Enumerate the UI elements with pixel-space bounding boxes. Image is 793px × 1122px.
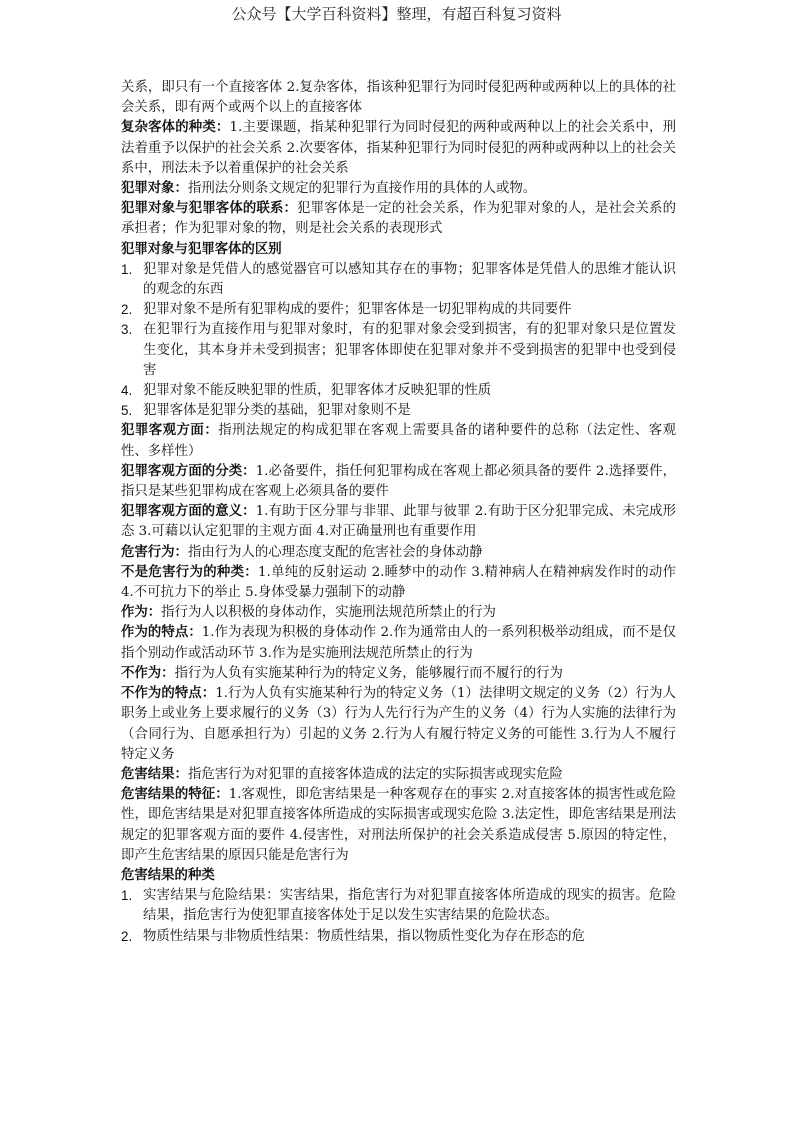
term-label: 不作为的特点： [121, 686, 216, 702]
definition-text: 关系，即只有一个直接客体 2.复杂客体，指该种犯罪行为同时侵犯两种或两种以上的具体的社会关系，即有两个或两个以上的直接客体 [121, 80, 676, 116]
definition-paragraph [121, 765, 676, 785]
list-item-text: 在犯罪行为直接作用与犯罪对象时，有的犯罪对象会受到损害，有的犯罪对象只是位置发生变化，其本身并未受到损害；犯罪客体即使在犯罪对象并不受到损害的犯罪中也受到侵害 [143, 322, 676, 378]
definition-text: 1.作为表现为积极的身体动作 2.作为通常由人的一系列积极举动组成，而不是仅指个别动作或活动环节 3.作为是实施刑法规范所禁止的行为 [121, 625, 676, 661]
term-label: 危害行为： [121, 544, 188, 560]
definition-text: 指由行为人的心理态度支配的危害社会的身体动静 [187, 544, 483, 560]
list-number: 2. [121, 928, 133, 944]
term-label: 不作为： [121, 665, 175, 681]
definition-text: 1.单纯的反射运动 2.睡梦中的动作 3.精神病人在精神病发作时的动作 4.不可抗力下的举止 5.身体受暴力强制下的动静 [121, 564, 677, 601]
definition-text: 指行为人以积极的身体动作，实施刑法规范所禁止的行为 [161, 605, 496, 621]
term-label: 作为的特点： [121, 625, 202, 641]
definition-text: 1.主要课题，指某种犯罪行为同时侵犯的两种或两种以上的社会关系中，刑法着重予以保护的社会关系 2.次要客体，指某种犯罪行为同时侵犯的两种或两种以上的社会关系中，刑法未予以着重保护的社会关系 [121, 120, 677, 176]
term-label: 危害结果： [121, 766, 188, 782]
term-label: 作为： [121, 605, 162, 621]
list-item [121, 320, 676, 381]
section-heading-result-types: 危害结果的种类 [121, 867, 215, 883]
list-number: 4. [121, 383, 133, 399]
definition-paragraph [121, 664, 676, 684]
definition-paragraph [121, 199, 676, 239]
list-item [121, 300, 676, 320]
page-header: 公众号【大学百科资料】整理，有超百科复习资料 [231, 5, 562, 23]
term-label: 犯罪对象： [121, 181, 188, 197]
definition-paragraph [121, 118, 676, 179]
result-types-list [121, 886, 676, 947]
difference-list [121, 260, 676, 422]
list-number: 1. [121, 888, 133, 904]
list-item [121, 401, 676, 421]
list-item-text: 物质性结果与非物质性结果：物质性结果，指以物质性变化为存在形态的危 [143, 928, 585, 944]
term-label: 犯罪客观方面的意义： [121, 504, 256, 520]
definitions-group-1 [121, 78, 676, 240]
list-item-text: 犯罪对象不是所有犯罪构成的要件；犯罪客体是一切犯罪构成的共同要件 [143, 302, 572, 318]
list-item [121, 260, 676, 300]
list-number: 3. [121, 322, 133, 338]
definition-text: 犯罪客体是一定的社会关系，作为犯罪对象的人，是社会关系的承担者；作为犯罪对象的物，则是社会关系的表现形式 [121, 201, 677, 237]
term-label: 复杂客体的种类： [121, 120, 230, 136]
definition-text: 指刑法分则条文规定的犯罪行为直接作用的具体的人或物。 [187, 181, 537, 197]
list-item-text: 犯罪客体是犯罪分类的基础，犯罪对象则不是 [143, 403, 411, 419]
document-body [121, 78, 676, 947]
term-label: 犯罪客观方面： [121, 423, 219, 439]
list-number: 1. [121, 261, 133, 277]
definition-text: 1.行为人负有实施某种行为的特定义务（1）法律明文规定的义务（2）行为人职务上或业务上要求履行的义务（3）行为人先行行为产生的义务（4）行为人实施的法律行为（合同行为、自愿承担行为）引起的义务 2.行为人有履行特定义务的可能性 3.行为人不履行特定义务 [121, 686, 676, 762]
definition-text: 1.必备要件，指任何犯罪构成在客观上都必须具备的要件 2.选择要件，指只是某些犯罪构成在客观上必须具备的要件 [121, 463, 677, 500]
term-label: 不是危害行为的种类： [121, 564, 259, 580]
definition-paragraph [121, 623, 676, 663]
definition-paragraph [121, 785, 676, 866]
term-label: 危害结果的特征： [121, 787, 229, 803]
list-item [121, 927, 676, 947]
definition-paragraph [121, 684, 676, 765]
definition-paragraph [121, 603, 676, 623]
list-item [121, 381, 676, 401]
definition-paragraph [121, 78, 676, 118]
list-item-text: 实害结果与危险结果：实害结果，指危害行为对犯罪直接客体所造成的现实的损害。危险结果，指危害行为使犯罪直接客体处于足以发生实害结果的危险状态。 [143, 888, 676, 924]
term-label: 犯罪对象与犯罪客体的联系： [121, 201, 298, 217]
definition-paragraph [121, 179, 676, 199]
list-item-text: 犯罪对象是凭借人的感觉器官可以感知其存在的事物；犯罪客体是凭借人的思维才能认识的观念的东西 [143, 261, 676, 298]
list-item [121, 886, 676, 926]
list-item-text: 犯罪对象不能反映犯罪的性质，犯罪客体才反映犯罪的性质 [143, 383, 492, 399]
list-number: 5. [121, 403, 133, 419]
definition-paragraph [121, 502, 676, 542]
definition-paragraph [121, 462, 676, 502]
section-heading-object-vs-subject: 犯罪对象与犯罪客体的区别 [121, 241, 282, 257]
definition-text: 1.客观性，即危害结果是一种客观存在的事实 2.对直接客体的损害性或危险性，即危害结果是对犯罪直接客体所造成的实际损害或现实危险 3.法定性，即危害结果是刑法规定的犯罪客观方面的要件 4.侵害性，对刑法所保护的社会关系造成侵害 5.原因的特定性，即产生危害结果的原因只能是危害行为 [121, 787, 676, 863]
definitions-group-2 [121, 421, 676, 865]
definition-text: 指行为人负有实施某种行为的特定义务，能够履行而不履行的行为 [174, 665, 563, 681]
definition-paragraph [121, 421, 676, 461]
definition-text: 指危害行为对犯罪的直接客体造成的法定的实际损害或现实危险 [187, 766, 563, 782]
term-label: 犯罪客观方面的分类： [121, 463, 256, 479]
definition-text: 1.有助于区分罪与非罪、此罪与彼罪 2.有助于区分犯罪完成、未完成形态 3.可藉以认定犯罪的主观方面 4.对正确量刑也有重要作用 [121, 504, 677, 540]
definition-text: 指刑法规定的构成犯罪在客观上需要具备的诸种要件的总称（法定性、客观性、多样性） [121, 423, 677, 459]
list-number: 2. [121, 302, 133, 318]
definition-paragraph [121, 563, 676, 603]
definition-paragraph [121, 543, 676, 563]
